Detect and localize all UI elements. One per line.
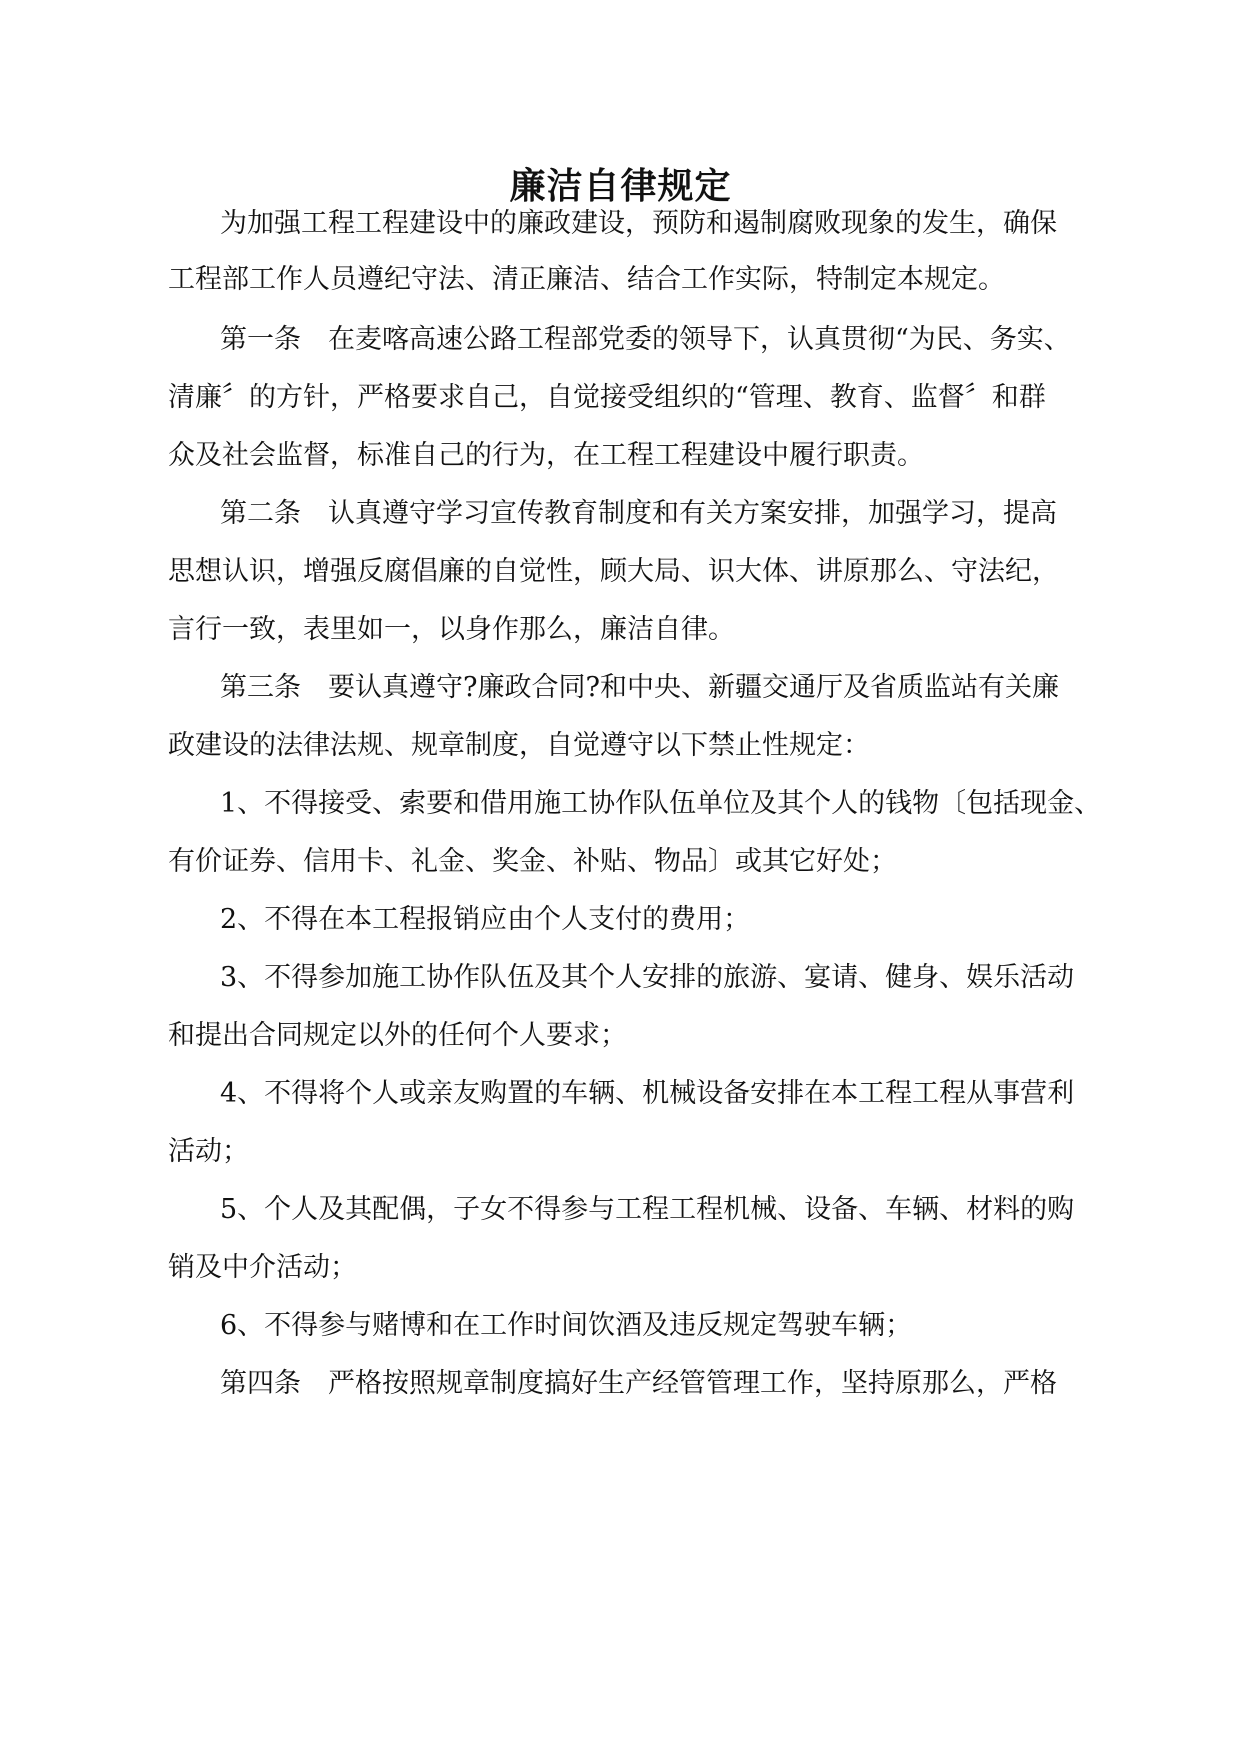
document-title: 廉洁自律规定 <box>509 165 732 207</box>
paragraph-line: 第一条 在麦喀高速公路工程部党委的领导下，认真贯彻“为民、务实、 <box>220 324 1071 355</box>
paragraph-line: 2、不得在本工程报销应由个人支付的费用； <box>220 904 751 935</box>
paragraph-line: 3、不得参加施工协作队伍及其个人安排的旅游、宴请、健身、娱乐活动 <box>220 962 1075 993</box>
paragraph-line: 有价证券、信用卡、礼金、奖金、补贴、物品〕或其它好处； <box>168 846 897 877</box>
paragraph-line: 6、不得参与赌博和在工作时间饮酒及违反规定驾驶车辆； <box>220 1310 913 1341</box>
paragraph-line: 言行一致，表里如一，以身作那么，廉洁自律。 <box>168 614 735 645</box>
paragraph-line: 政建设的法律法规、规章制度，自觉遵守以下禁止性规定： <box>168 730 870 761</box>
paragraph-line: 第四条 严格按照规章制度搞好生产经管管理工作，坚持原那么，严格 <box>220 1368 1057 1399</box>
paragraph-line: 为加强工程工程建设中的廉政建设，预防和遏制腐败现象的发生，确保 <box>220 208 1057 239</box>
paragraph-line: 和提出合同规定以外的任何个人要求； <box>168 1020 627 1051</box>
paragraph-line: 第二条 认真遵守学习宣传教育制度和有关方案安排，加强学习，提高 <box>220 498 1057 529</box>
paragraph-line: 销及中介活动； <box>168 1252 357 1283</box>
paragraph-line: 工程部工作人员遵纪守法、清正廉洁、结合工作实际，特制定本规定。 <box>168 264 1005 295</box>
paragraph-line: 众及社会监督，标准自己的行为，在工程工程建设中履行职责。 <box>168 440 924 471</box>
paragraph-line: 清廉〞的方针，严格要求自己，自觉接受组织的“管理、教育、监督〞和群 <box>168 382 1046 413</box>
paragraph-line: 活动； <box>168 1136 249 1167</box>
paragraph-line: 4、不得将个人或亲友购置的车辆、机械设备安排在本工程工程从事营利 <box>220 1078 1075 1109</box>
paragraph-line: 5、个人及其配偶，子女不得参与工程工程机械、设备、车辆、材料的购 <box>220 1194 1075 1225</box>
paragraph-line: 思想认识，增强反腐倡廉的自觉性，顾大局、识大体、讲原那么、守法纪， <box>168 556 1059 587</box>
paragraph-line: 1、不得接受、索要和借用施工协作队伍单位及其个人的钱物〔包括现金、 <box>220 788 1102 819</box>
paragraph-line: 第三条 要认真遵守?廉政合同?和中央、新疆交通厅及省质监站有关廉 <box>220 672 1059 703</box>
